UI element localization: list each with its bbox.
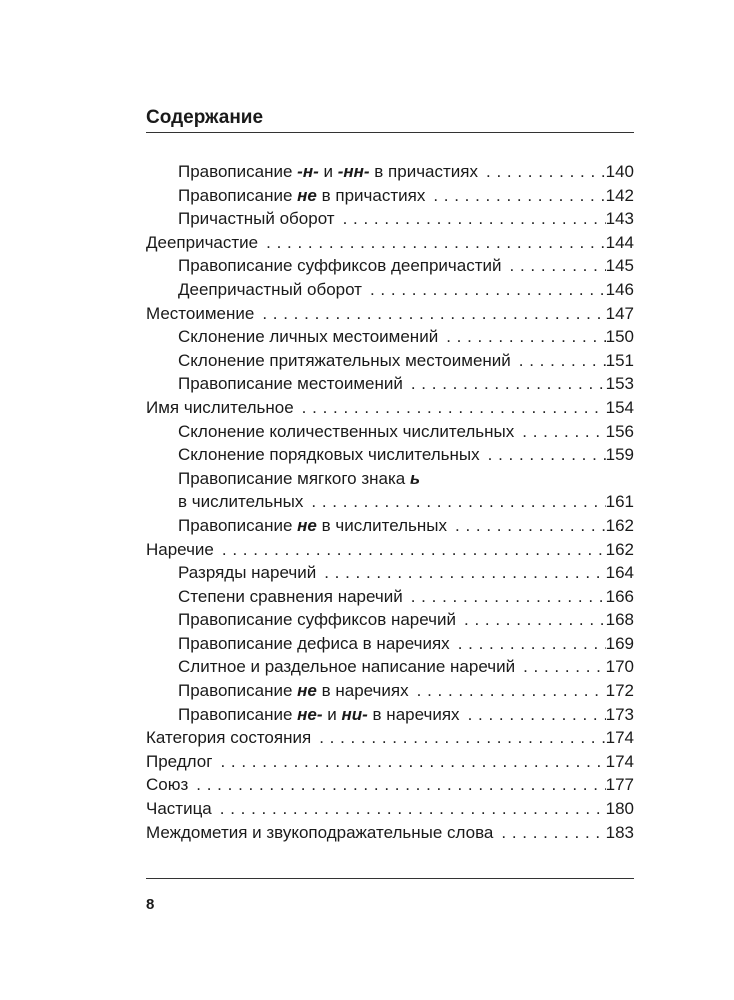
label-text: Склонение притяжательных местоимений: [178, 350, 511, 370]
emphasized-text: ь: [409, 468, 421, 488]
toc-page-number: 145: [605, 256, 634, 276]
toc-entry-label: [178, 325, 438, 349]
dot-leader: [447, 514, 606, 538]
footer-divider: [146, 878, 634, 879]
toc-entry-label: [178, 443, 480, 467]
label-text: Правописание суффиксов наречий: [178, 610, 456, 630]
label-text: Наречие: [146, 539, 214, 559]
label-text: Склонение количественных числительных: [178, 421, 515, 441]
dot-leader: [214, 538, 606, 562]
label-text: Правописание дефиса в наречиях: [178, 633, 450, 653]
toc-entry-label: [178, 490, 303, 514]
toc-entry-label: [178, 207, 335, 231]
toc-entry-subsection: [146, 207, 634, 231]
emphasized-text: не: [297, 515, 317, 535]
dot-leader: [362, 278, 606, 302]
label-text: Союз: [146, 775, 189, 795]
table-of-contents: [146, 160, 634, 844]
label-text: Разряды наречий: [178, 563, 317, 583]
label-text: Местоимение: [146, 303, 255, 323]
label-text: Правописание: [178, 185, 298, 205]
dot-leader: [403, 585, 606, 609]
label-text: Имя числительное: [146, 397, 294, 417]
toc-page-number: 183: [605, 822, 634, 842]
toc-entry-subsection: [146, 561, 634, 585]
dot-leader: [456, 608, 606, 632]
dot-leader: [212, 797, 606, 821]
dot-leader: [311, 726, 605, 750]
header-divider: [146, 132, 634, 133]
label-text: в причастиях: [369, 162, 478, 181]
toc-entry-label: [178, 372, 403, 396]
toc-entry-section: [146, 538, 634, 562]
toc-entry-label: [178, 655, 515, 679]
toc-entry-subsection: [146, 278, 634, 302]
toc-entry-subsection: [146, 655, 634, 679]
toc-entry-subsection: [146, 632, 634, 656]
dot-leader: [450, 632, 606, 656]
toc-page-number: 147: [605, 303, 634, 323]
label-text: Правописание: [178, 681, 298, 701]
toc-entry-label: [178, 679, 409, 703]
toc-entry-subsection: [146, 679, 634, 703]
toc-entry-subsection: [146, 703, 634, 727]
dot-leader: [335, 207, 606, 231]
dot-leader: [438, 325, 605, 349]
toc-entry-label: [178, 278, 362, 302]
toc-entry-label: [178, 160, 478, 184]
label-text: Предлог: [146, 751, 213, 771]
toc-page-number: 161: [605, 492, 634, 512]
toc-entry-subsection: [146, 372, 634, 396]
label-text: Правописание: [178, 515, 298, 535]
toc-entry-label: [178, 420, 514, 444]
emphasized-text: не: [297, 681, 317, 701]
toc-entry-label: [146, 726, 311, 750]
emphasized-text: -н-: [297, 162, 319, 181]
label-text: Междометия и звукоподражательные слова: [146, 822, 494, 842]
toc-page-number: 142: [605, 185, 634, 205]
label-text: Степени сравнения наречий: [178, 586, 403, 606]
label-text: в наречиях: [316, 681, 409, 701]
toc-entry-subsection: [146, 420, 634, 444]
dot-leader: [493, 821, 605, 845]
dot-leader: [514, 420, 605, 444]
toc-entry-label: [178, 632, 450, 656]
emphasized-text: -нн-: [337, 162, 370, 181]
label-text: Правописание мягкого знака: [178, 468, 410, 488]
toc-page-number: 151: [605, 350, 634, 370]
emphasized-text: ни-: [341, 704, 368, 724]
toc-page-number: 162: [605, 515, 634, 535]
toc-entry-label: [146, 797, 212, 821]
toc-entry-section: [146, 231, 634, 255]
toc-entry-label: [146, 821, 493, 845]
label-text: и: [322, 704, 342, 724]
toc-page-number: 156: [605, 421, 634, 441]
label-text: в числительных: [178, 492, 304, 512]
toc-entry-label: [146, 231, 258, 255]
toc-entry-subsection: [146, 443, 634, 467]
toc-entry-label: [146, 396, 294, 420]
toc-page-number: 154: [605, 397, 634, 417]
toc-entry-subsection: [146, 325, 634, 349]
emphasized-text: не: [297, 185, 317, 205]
dot-leader: [316, 561, 605, 585]
dot-leader: [303, 490, 605, 514]
label-text: в наречиях: [367, 704, 460, 724]
toc-entry-label: [146, 302, 254, 326]
toc-page-number: 177: [605, 775, 634, 795]
label-text: Правописание: [178, 162, 298, 181]
toc-entry-section: [146, 396, 634, 420]
toc-entry-label: [178, 514, 447, 538]
label-text: Категория состояния: [146, 728, 312, 748]
toc-entry-label: [178, 349, 511, 373]
toc-page-number: 172: [605, 681, 634, 701]
toc-entry-subsection: [146, 254, 634, 278]
label-text: Правописание местоимений: [178, 374, 403, 394]
toc-entry-section: [146, 726, 634, 750]
toc-entry-label: [178, 467, 420, 491]
dot-leader: [511, 349, 606, 373]
toc-page-number: 168: [605, 610, 634, 630]
toc-entry-subsection: [146, 467, 634, 491]
page-number: 8: [146, 896, 155, 913]
toc-page-number: 143: [605, 209, 634, 229]
toc-entry-section: [146, 302, 634, 326]
toc-page-number: 162: [605, 539, 634, 559]
dot-leader: [502, 254, 606, 278]
toc-entry-section: [146, 821, 634, 845]
toc-entry-label: [146, 773, 188, 797]
label-text: и: [318, 162, 338, 181]
toc-entry-subsection: [146, 490, 634, 514]
toc-entry-subsection: [146, 608, 634, 632]
toc-entry-label: [178, 561, 316, 585]
label-text: Склонение личных местоимений: [178, 327, 439, 347]
toc-page-number: 159: [605, 445, 634, 465]
toc-page-number: 180: [605, 799, 634, 819]
dot-leader: [460, 703, 606, 727]
label-text: Частица: [146, 799, 212, 819]
toc-page-number: 174: [605, 751, 634, 771]
label-text: Правописание: [178, 704, 298, 724]
dot-leader: [212, 750, 605, 774]
toc-entry-label: [146, 538, 214, 562]
dot-leader: [188, 773, 605, 797]
dot-leader: [478, 160, 606, 184]
toc-page-number: 164: [605, 563, 634, 583]
label-text: Причастный оборот: [178, 209, 335, 229]
toc-entry-subsection: [146, 160, 634, 184]
toc-entry-label: [178, 703, 460, 727]
toc-entry-section: [146, 797, 634, 821]
toc-entry-section: [146, 750, 634, 774]
toc-page-number: 170: [605, 657, 634, 677]
emphasized-text: не-: [297, 704, 323, 724]
dot-leader: [258, 231, 605, 255]
dot-leader: [294, 396, 606, 420]
toc-page-number: 140: [605, 162, 634, 181]
toc-entry-label: [178, 254, 502, 278]
toc-page-number: 146: [605, 279, 634, 299]
label-text: Деепричастный оборот: [178, 279, 362, 299]
toc-page-number: 166: [605, 586, 634, 606]
dot-leader: [254, 302, 605, 326]
page-title: Содержание: [146, 107, 264, 128]
toc-page-number: 173: [605, 704, 634, 724]
dot-leader: [403, 372, 606, 396]
label-text: Правописание суффиксов деепричастий: [178, 256, 502, 276]
label-text: Деепричастие: [146, 232, 259, 252]
toc-page-number: 150: [605, 327, 634, 347]
toc-entry-label: [178, 585, 403, 609]
toc-page-number: 144: [605, 232, 634, 252]
label-text: Слитное и раздельное написание наречий: [178, 657, 516, 677]
toc-entry-label: [178, 184, 425, 208]
dot-leader: [425, 184, 605, 208]
toc-entry-subsection: [146, 349, 634, 373]
toc-page-number: 153: [605, 374, 634, 394]
label-text: в причастиях: [316, 185, 426, 205]
dot-leader: [480, 443, 606, 467]
toc-page-number: 174: [605, 728, 634, 748]
label-text: Склонение порядковых числительных: [178, 445, 480, 465]
toc-page-number: 169: [605, 633, 634, 653]
toc-entry-subsection: [146, 184, 634, 208]
toc-entry-label: [146, 750, 212, 774]
toc-entry-section: [146, 773, 634, 797]
toc-entry-subsection: [146, 514, 634, 538]
dot-leader: [515, 655, 606, 679]
toc-entry-label: [178, 608, 456, 632]
toc-entry-subsection: [146, 585, 634, 609]
label-text: в числительных: [316, 515, 448, 535]
dot-leader: [409, 679, 606, 703]
